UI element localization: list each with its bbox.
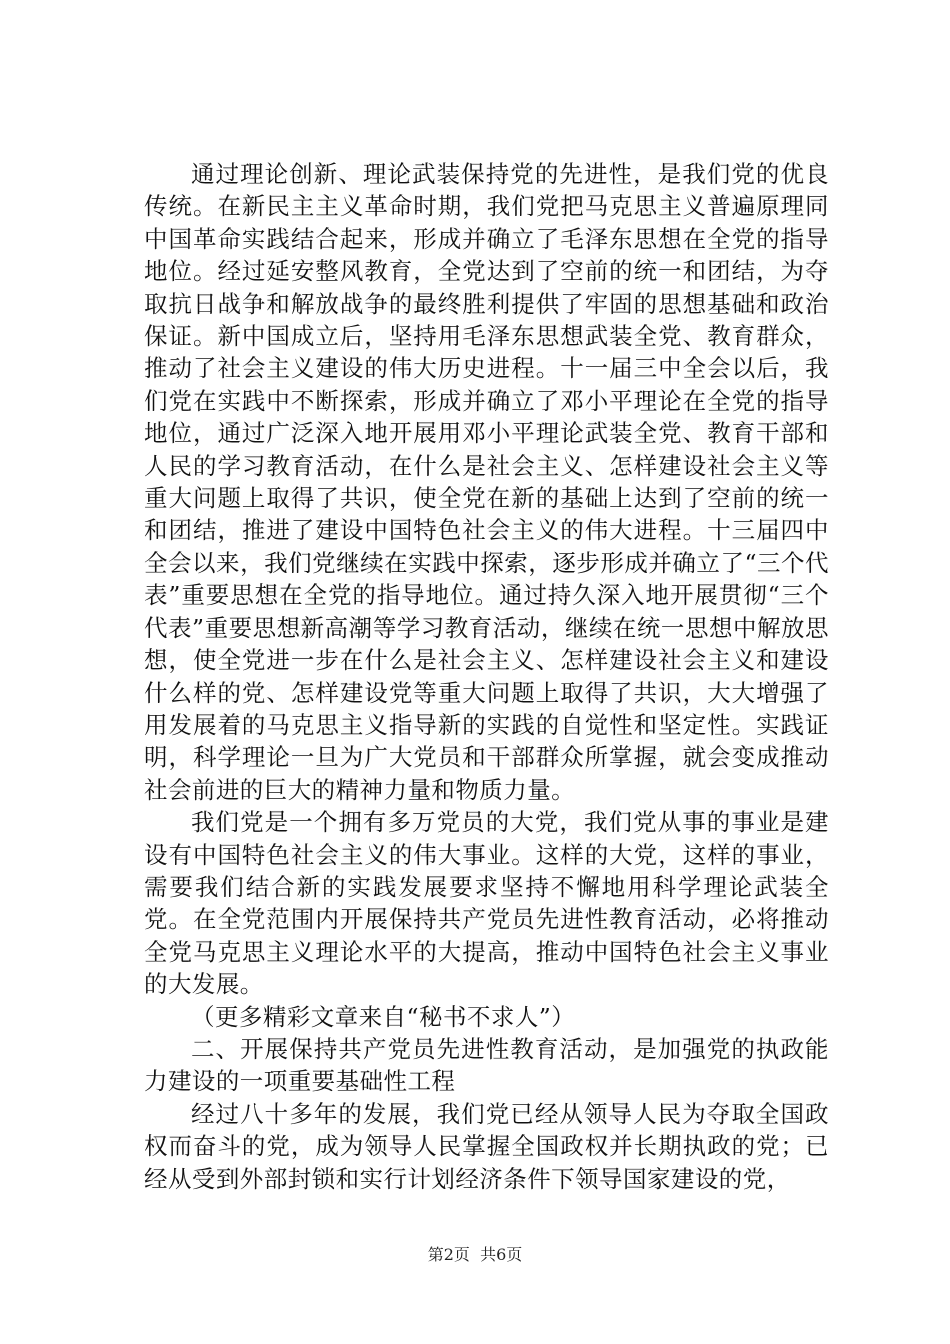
- paragraph-2: 我们党是一个拥有多万党员的大党，我们党从事的事业是建设有中国特色社会主义的伟大事业。这样的大党，这样的事业，需要我们结合新的实践发展要求坚持不懈地用科学理论武装全党。在全党范围内开展保持共产党员先进性教育活动，必将推动全党马克思主义理论水平的大提高，推动中国特色社会主义事业的大发展。: [144, 808, 829, 999]
- footer-separator: [470, 1245, 480, 1264]
- paragraph-5: 经过八十多年的发展，我们党已经从领导人民为夺取全国政权而奋斗的党，成为领导人民掌握全国政权并长期执政的党；已经从受到外部封锁和实行计划经济条件下领导国家建设的党，: [144, 1099, 829, 1193]
- document-body: [144, 158, 829, 1195]
- page-footer: [0, 1244, 950, 1266]
- paragraph-4-heading: 二、开展保持共产党员先进性教育活动，是加强党的执政能力建设的一项重要基础性工程: [144, 1034, 829, 1096]
- page-total: 共6页: [480, 1245, 523, 1264]
- paragraph-1: 通过理论创新、理论武装保持党的先进性，是我们党的优良传统。在新民主主义革命时期，我们党把马克思主义普遍原理同中国革命实践结合起来，形成并确立了毛泽东思想在全党的指导地位。经过延安整风教育，全党达到了空前的统一和团结，为夺取抗日战争和解放战争的最终胜利提供了牢固的思想基础和政治保证。新中国成立后，坚持用毛泽东思想武装全党、教育群众，推动了社会主义建设的伟大历史进程。十一届三中全会以后，我们党在实践中不断探索，形成并确立了邓小平理论在全党的指导地位，通过广泛深入地开展用邓小平理论武装全党、教育干部和人民的学习教育活动，在什么是社会主义、怎样建设社会主义等重大问题上取得了共识，使全党在新的基础上达到了空前的统一和团结，推进了建设中国特色社会主义的伟大进程。十三届四中全会以来，我们党继续在实践中探索，逐步形成并确立了“三个代表”重要思想在全党的指导地位。通过持久深入地开展贯彻“三个代表”重要思想新高潮等学习教育活动，继续在统一思想中解放思想，使全党进一步在什么是社会主义、怎样建设社会主义和建设什么样的党、怎样建设党等重大问题上取得了共识，大大增强了用发展着的马克思主义指导新的实践的自觉性和坚定性。实践证明，科学理论一旦为广大党员和干部群众所掌握，就会变成推动社会前进的巨大的精神力量和物质力量。: [144, 160, 829, 804]
- page-number: 第2页: [427, 1245, 470, 1264]
- paragraph-3-note: （更多精彩文章来自“秘书不求人”）: [191, 1002, 576, 1031]
